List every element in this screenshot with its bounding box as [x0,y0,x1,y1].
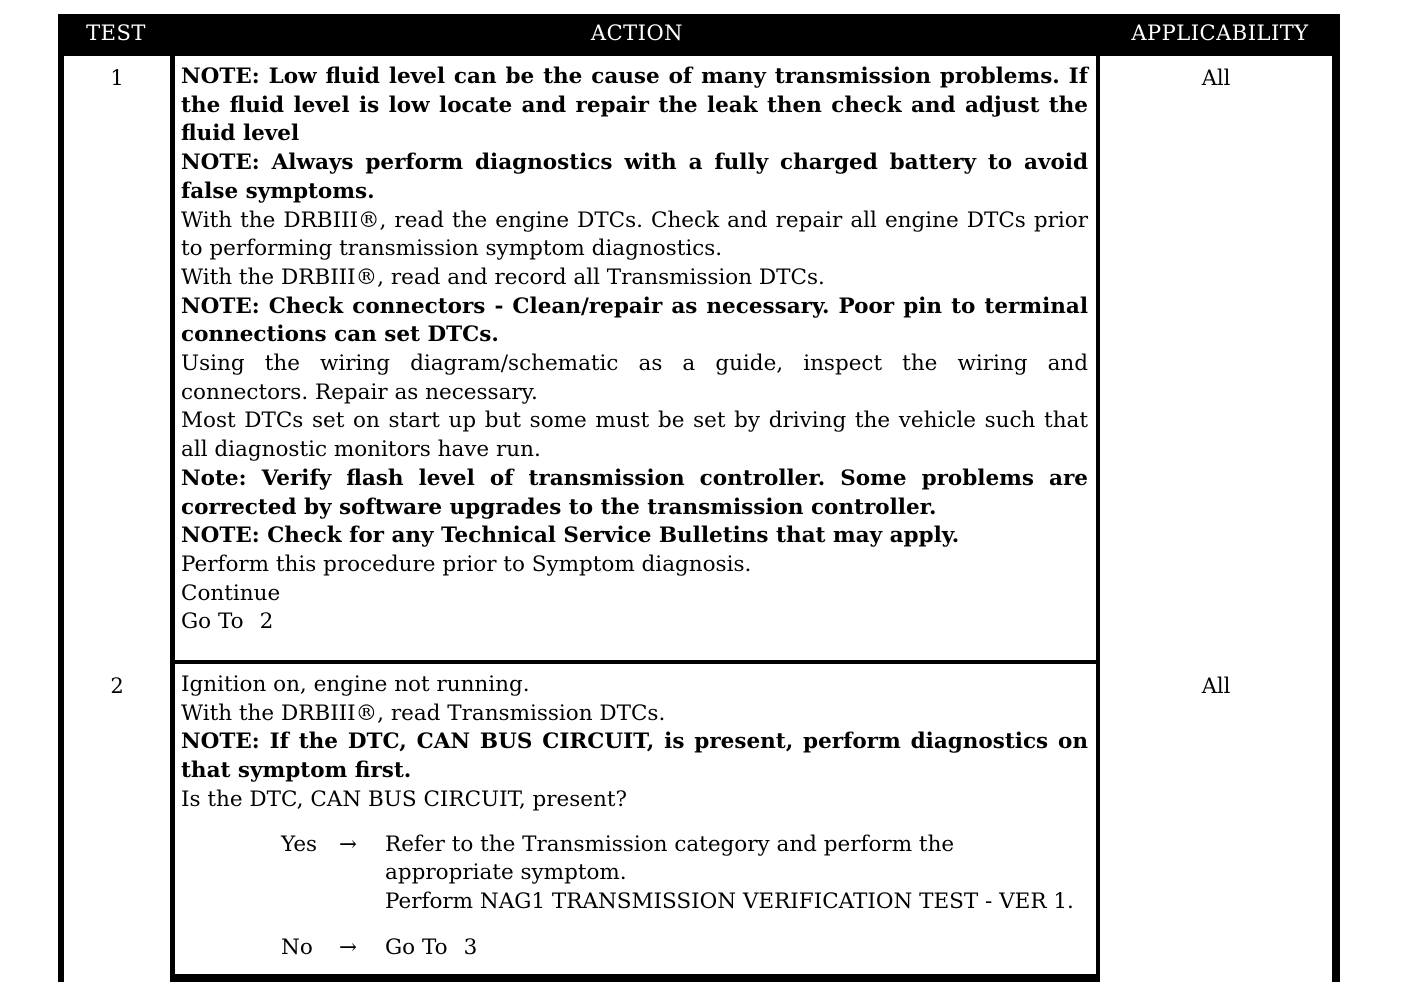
no-goto [385,934,1088,963]
no-goto-target: 3 [463,934,478,960]
row-1-action [175,56,1096,660]
no-response [281,934,1088,963]
diagnostic-table [58,14,1340,982]
row-1-line-3: With the DRBIII®, read the engine DTCs. Check and repair all engine DTCs prior to performing transmission symptom diagnostics. [181,207,1088,262]
row-2-test-number: 2 [64,664,170,984]
no-label: No [281,934,313,960]
row-1-line-1: NOTE: Low fluid level can be the cause of many transmission problems. If the fluid level is low locate and repair the leak then check and adjust the fluid level [181,64,1088,147]
row-1-line-9: NOTE: Check for any Technical Service Bulletins that may apply. [181,523,960,549]
header-action: ACTION [590,21,684,45]
row-1-applicability: All [1100,56,1332,670]
row-1-line-4: With the DRBIII®, read and record all Transmission DTCs. [181,264,825,290]
row-2-line-2: With the DRBIII®, read Transmission DTCs. [181,700,666,726]
row-1-line-7: Most DTCs set on start up but some must be set by driving the vehicle such that all diagnostic monitors have run. [181,408,1088,463]
yes-arrow-icon: → [339,831,358,857]
header-applicability: APPLICABILITY [1131,21,1309,45]
yes-label: Yes [281,831,318,857]
no-arrow-icon: → [339,934,358,960]
row-1-line-5: NOTE: Check connectors - Clean/repair as necessary. Poor pin to terminal connections can set DTCs. [181,293,1088,348]
row-1-line-10: Perform this procedure prior to Symptom diagnosis. [181,551,752,577]
row-1-line-2: NOTE: Always perform diagnostics with a fully charged battery to avoid false symptoms. [181,150,1088,204]
row-2-line-4: Is the DTC, CAN BUS CIRCUIT, present? [181,786,628,812]
continue-option: Continue [181,580,281,606]
row-1-line-6: Using the wiring diagram/schematic as a guide, inspect the wiring and connectors. Repair as necessary. [181,351,1088,405]
row-1-goto [181,608,1088,637]
row-1-line-8: Note: Verify flash level of transmission controller. Some problems are corrected by software upgrades to the transmission controller. [181,465,1088,520]
header-test: TEST [86,21,146,45]
row-2-line-3: NOTE: If the DTC, CAN BUS CIRCUIT, is present, perform diagnostics on that symptom first. [181,729,1088,784]
row-2-applicability: All [1100,664,1332,984]
goto-label: Go To [181,609,244,635]
yes-response [281,831,1088,917]
row-2-line-1: Ignition on, engine not running. [181,672,530,697]
yes-response-text [385,831,1088,917]
row-1-test-number: 1 [64,56,170,670]
row-2-action [175,664,1096,974]
yes-text-1: Refer to the Transmission category and perform the appropriate symptom. [385,831,955,886]
yes-text-2: Perform NAG1 TRANSMISSION VERIFICATION TEST - VER 1. [385,888,1074,914]
no-goto-label: Go To [385,934,448,960]
goto-target: 2 [259,609,274,635]
